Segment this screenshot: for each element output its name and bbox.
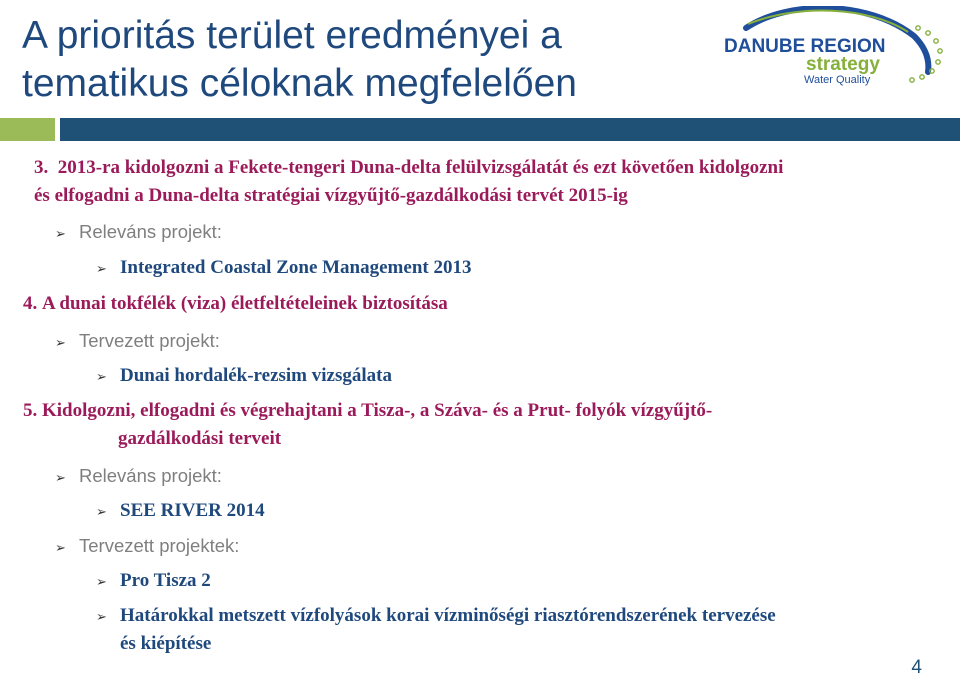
arrowhead-bullet-icon: ➢ (96, 505, 107, 520)
item-5-sub-2-label: Tervezett projektek: (79, 535, 240, 556)
title-line-2: tematikus céloknak megfelelően (22, 62, 577, 105)
logo-text-line2: strategy (806, 54, 880, 75)
arrowhead-bullet-icon: ➢ (96, 370, 107, 385)
item-5-sub-2-b-line-2: és kiépítése (120, 633, 212, 654)
header-accent-green-bar (0, 118, 55, 141)
item-4-sub-1 (55, 329, 220, 356)
item-3-line-2: és elfogadni a Duna-delta stratégiai vízgyűjtő-gazdálkodási tervét 2015-ig (34, 185, 628, 206)
item-5-sub-2-a (96, 569, 211, 595)
title-line-1: A prioritás terület eredményei a (22, 14, 562, 57)
item-3-sub-1-label: Releváns projekt: (79, 221, 222, 242)
arrowhead-bullet-icon: ➢ (96, 262, 107, 277)
item-5-sub-2-b (96, 604, 776, 630)
item-5-number: 5. (23, 400, 38, 421)
page-number: 4 (911, 657, 922, 678)
logo-text-line1: DANUBE REGION (724, 36, 886, 57)
item-4-text: A dunai tokfélék (viza) életfeltételeinek biztosítása (42, 293, 448, 314)
item-5-sub-2-a-label: Pro Tisza 2 (120, 570, 211, 591)
item-5-sub-2-b-label: Határokkal metszett vízfolyások korai vízminőségi riasztórendszerének tervezése (120, 605, 776, 626)
item-4-sub-1-a-label: Dunai hordalék-rezsim vizsgálata (120, 365, 392, 386)
item-5-sub-1-a-label: SEE RIVER 2014 (120, 500, 265, 521)
item-5-sub-1 (55, 464, 222, 491)
logo-text-line3: Water Quality (804, 74, 871, 86)
item-5-sub-1-label: Releváns projekt: (79, 465, 222, 486)
slide-title (22, 12, 662, 108)
arrowhead-bullet-icon: ➢ (96, 610, 107, 625)
item-5-line-1 (23, 399, 712, 423)
item-4-sub-1-a (96, 364, 392, 390)
item-5-line-2: gazdálkodási terveit (118, 428, 282, 449)
arrowhead-bullet-icon: ➢ (55, 336, 66, 351)
arrowhead-bullet-icon: ➢ (55, 471, 66, 486)
item-3-number: 3. (34, 157, 49, 178)
arrowhead-bullet-icon: ➢ (96, 575, 107, 590)
item-3-sub-1-a-label: Integrated Coastal Zone Management 2013 (120, 257, 472, 278)
item-3-line-1 (34, 156, 783, 180)
item-5-sub-1-a (96, 499, 265, 525)
item-4-sub-1-label: Tervezett projekt: (79, 330, 220, 351)
item-3-text: 2013-ra kidolgozni a Fekete-tengeri Duna-delta felülvizsgálatát és ezt követően kidolgozni (57, 157, 784, 178)
item-3-sub-1-a (96, 256, 471, 282)
item-5-sub-2 (55, 534, 239, 561)
arrowhead-bullet-icon: ➢ (55, 541, 66, 556)
item-5-text: Kidolgozni, elfogadni és végrehajtani a Tisza-, a Száva- és a Prut- folyók vízgyűjtő- (42, 400, 713, 421)
header-accent-blue-bar (60, 118, 960, 141)
arrowhead-bullet-icon: ➢ (55, 227, 66, 242)
item-4-number: 4. (23, 293, 38, 314)
item-4-line (23, 292, 448, 316)
danube-region-logo (718, 6, 948, 86)
item-3-sub-1 (55, 220, 222, 247)
